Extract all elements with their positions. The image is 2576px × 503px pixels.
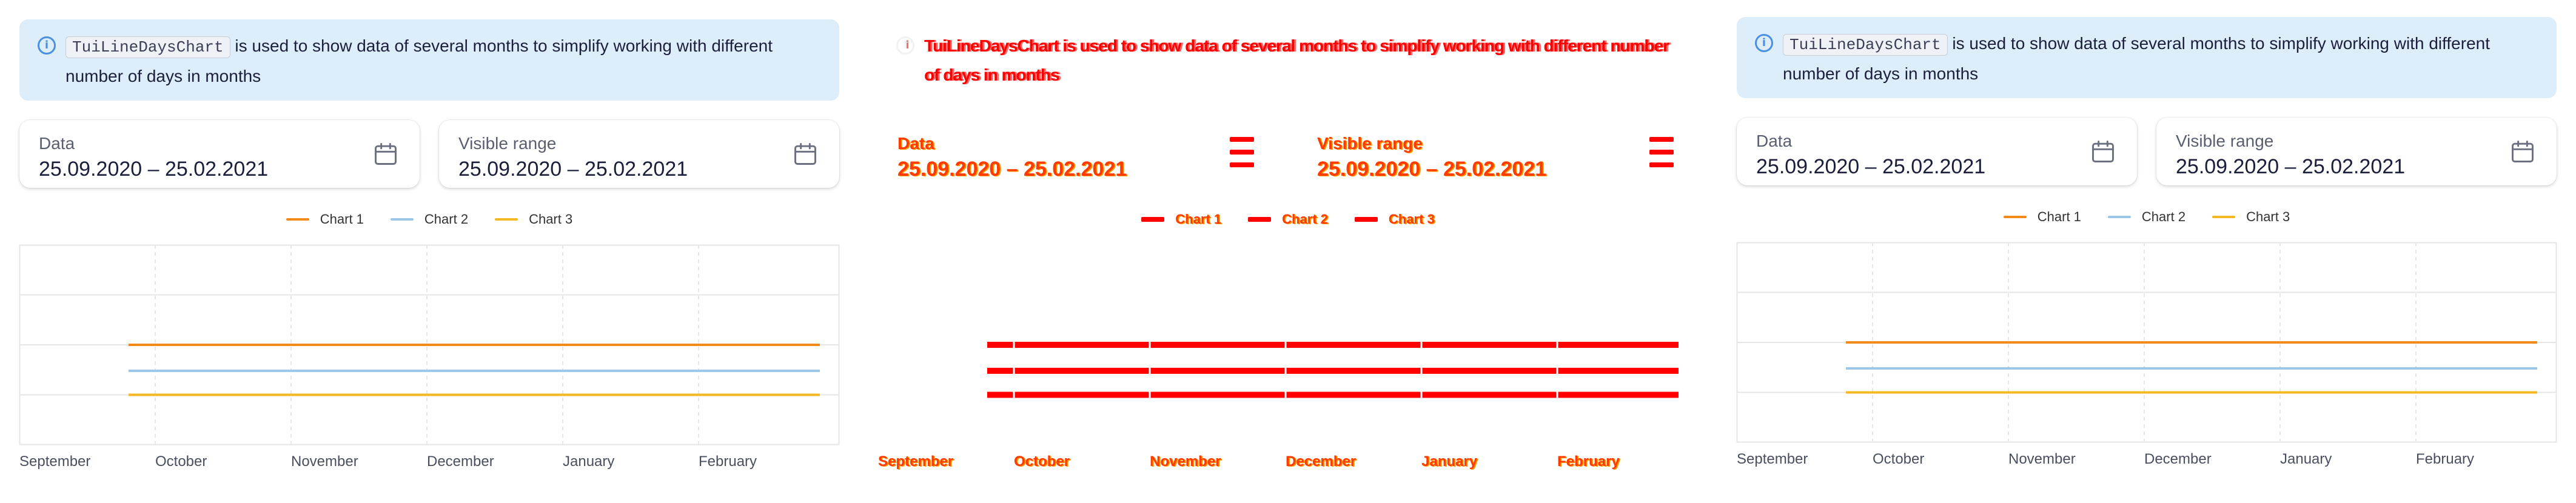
range-inputs bbox=[878, 120, 1698, 188]
calendar-icon[interactable] bbox=[1649, 137, 1674, 167]
legend-swatch bbox=[1141, 217, 1164, 222]
x-tick-label: February bbox=[1557, 453, 1620, 470]
legend-swatch bbox=[2108, 216, 2131, 218]
range-field-value[interactable]: 25.09.2020 – 25.02.2021 bbox=[1317, 158, 1547, 181]
legend-item-chart-1[interactable] bbox=[1141, 212, 1221, 227]
x-tick-label: December bbox=[1286, 453, 1357, 470]
chart-legend bbox=[19, 208, 839, 230]
visible-range-input[interactable] bbox=[1298, 120, 1698, 188]
data-field-label: Data bbox=[1756, 132, 1793, 150]
info-notification bbox=[19, 19, 839, 101]
x-tick-label: January bbox=[1421, 453, 1478, 470]
data-field-label: Data bbox=[897, 134, 934, 153]
legend-swatch bbox=[1248, 217, 1271, 222]
legend-item-chart-1[interactable] bbox=[286, 212, 364, 227]
range-inputs bbox=[19, 120, 839, 188]
line-days-chart[interactable] bbox=[878, 245, 1698, 445]
data-date-range-input[interactable] bbox=[19, 120, 420, 188]
visible-range-input[interactable] bbox=[439, 120, 839, 188]
range-field-value[interactable]: 25.09.2020 – 25.02.2021 bbox=[458, 158, 688, 181]
legend-item-chart-2[interactable] bbox=[1248, 212, 1328, 227]
data-field-value[interactable]: 25.09.2020 – 25.02.2021 bbox=[1756, 155, 1986, 178]
demo-content bbox=[19, 19, 839, 478]
line-days-chart[interactable] bbox=[19, 245, 839, 445]
legend-item-chart-2[interactable] bbox=[2108, 209, 2185, 225]
data-field-value[interactable]: 25.09.2020 – 25.02.2021 bbox=[39, 158, 269, 181]
legend-label: Chart 3 bbox=[1388, 212, 1435, 227]
calendar-icon[interactable] bbox=[792, 141, 819, 167]
x-tick-label: September bbox=[1737, 451, 1808, 467]
demo-panel-1 bbox=[0, 0, 859, 503]
info-icon: i bbox=[1755, 34, 1773, 52]
data-field-value[interactable]: 25.09.2020 – 25.02.2021 bbox=[897, 158, 1127, 181]
x-axis-labels bbox=[878, 453, 1698, 478]
x-tick-label: October bbox=[155, 453, 207, 470]
x-tick-label: February bbox=[699, 453, 757, 470]
chart-canvas bbox=[19, 245, 839, 445]
legend-item-chart-3[interactable] bbox=[2212, 209, 2290, 225]
range-field-label: Visible range bbox=[1317, 134, 1423, 153]
x-axis-labels bbox=[19, 453, 839, 478]
calendar-icon[interactable] bbox=[1230, 137, 1254, 167]
x-tick-label: December bbox=[427, 453, 494, 470]
notification-text: is used to show data of several months to simplify working with different number of days in months bbox=[65, 36, 773, 85]
component-code: TuiLineDaysChart bbox=[1783, 34, 1948, 56]
calendar-icon[interactable] bbox=[2509, 138, 2536, 165]
legend-swatch bbox=[2212, 216, 2235, 218]
x-tick-label: October bbox=[1014, 453, 1070, 470]
legend-item-chart-2[interactable] bbox=[391, 212, 468, 227]
legend-swatch bbox=[2004, 216, 2027, 218]
legend-item-chart-1[interactable] bbox=[2004, 209, 2081, 225]
calendar-icon[interactable] bbox=[372, 141, 399, 167]
legend-swatch bbox=[1355, 217, 1378, 222]
info-notification bbox=[1737, 17, 2557, 98]
range-inputs bbox=[1737, 118, 2557, 185]
notification-text: is used to show data of several months to simplify working with different number of days in months bbox=[1783, 34, 2490, 83]
x-tick-label: October bbox=[1873, 451, 1925, 467]
x-tick-label: November bbox=[291, 453, 358, 470]
calendar-icon[interactable] bbox=[2090, 138, 2116, 165]
demo-content bbox=[878, 19, 1698, 478]
x-tick-label: February bbox=[2416, 451, 2475, 467]
notification-text: is used to show data of several months to simplify working with different number of days in months bbox=[924, 36, 1669, 84]
line-days-chart[interactable] bbox=[1737, 242, 2557, 442]
x-tick-label: January bbox=[2280, 451, 2332, 467]
chart-legend bbox=[878, 208, 1698, 230]
demo-panel-3 bbox=[1717, 0, 2576, 503]
data-date-range-input[interactable] bbox=[1737, 118, 2137, 185]
legend-label: Chart 2 bbox=[2141, 209, 2186, 224]
component-code: TuiLineDaysChart bbox=[65, 36, 230, 58]
chart-canvas bbox=[1737, 242, 2557, 442]
demo-content bbox=[1737, 17, 2557, 475]
legend-label: Chart 2 bbox=[424, 212, 469, 227]
legend-swatch bbox=[495, 218, 518, 221]
info-icon: i bbox=[38, 36, 56, 55]
x-tick-label: November bbox=[1150, 453, 1221, 470]
legend-item-chart-3[interactable] bbox=[1355, 212, 1435, 227]
legend-label: Chart 1 bbox=[2037, 209, 2081, 224]
legend-swatch bbox=[286, 218, 309, 221]
range-field-value[interactable]: 25.09.2020 – 25.02.2021 bbox=[2176, 155, 2406, 178]
x-tick-label: January bbox=[563, 453, 615, 470]
visible-range-input[interactable] bbox=[2156, 118, 2557, 185]
legend-label: Chart 1 bbox=[1175, 212, 1222, 227]
component-code: TuiLineDaysChart bbox=[924, 36, 1059, 55]
legend-label: Chart 2 bbox=[1282, 212, 1328, 227]
data-date-range-input[interactable] bbox=[878, 120, 1278, 188]
chart-legend bbox=[1737, 206, 2557, 228]
demo-panel-2 bbox=[859, 0, 1717, 503]
x-tick-label: September bbox=[19, 453, 91, 470]
legend-swatch bbox=[391, 218, 414, 221]
x-tick-label: September bbox=[878, 453, 954, 470]
info-notification bbox=[878, 19, 1698, 101]
info-icon: i bbox=[896, 36, 914, 55]
data-field-label: Data bbox=[39, 134, 75, 153]
legend-label: Chart 3 bbox=[529, 212, 573, 227]
legend-label: Chart 3 bbox=[2246, 209, 2290, 224]
x-tick-label: November bbox=[2008, 451, 2076, 467]
range-field-label: Visible range bbox=[2176, 132, 2274, 150]
legend-item-chart-3[interactable] bbox=[495, 212, 572, 227]
x-tick-label: December bbox=[2144, 451, 2212, 467]
x-axis-labels bbox=[1737, 451, 2557, 475]
range-field-label: Visible range bbox=[458, 134, 557, 153]
chart-canvas bbox=[878, 245, 1698, 445]
legend-label: Chart 1 bbox=[320, 212, 364, 227]
